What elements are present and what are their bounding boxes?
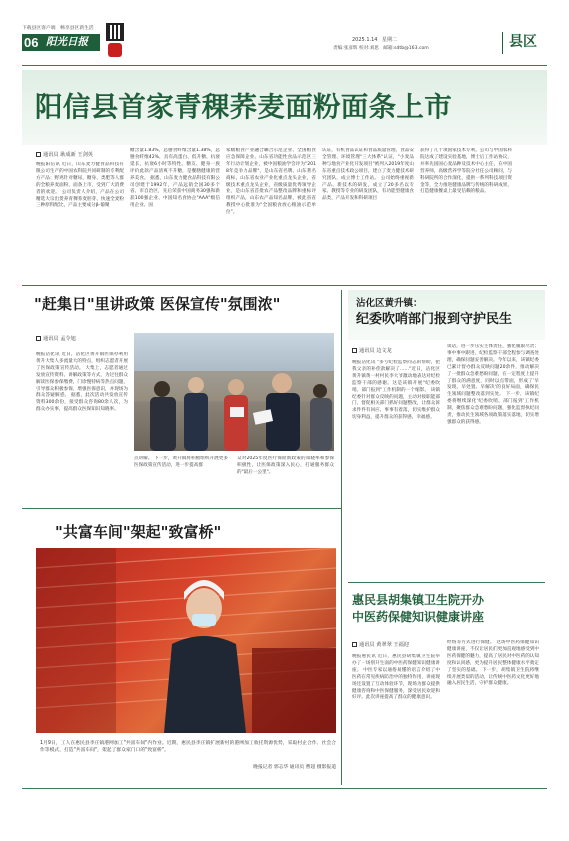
email: 邮箱:sdtb@163.com [383,46,429,51]
byline-text: 通讯员 黄翠翠 王福迎 [359,642,409,648]
article2-photo [134,333,334,451]
slogan-line-2: 畅享县区新生活 [60,26,94,31]
article5-headline-1: 惠民县胡集镇卫生院开办 [352,593,485,607]
section-name: 县区 [509,34,537,50]
article1-col2: 糖含量1.83%，总膳食纤维含量1.38%，总膳食纤维42%，具有高蛋白、低升糖、抗衰延长，抗衰6小时等特性。糖友、健身一族评价此款产品清爽不升糖，是餐膳健康的营养美食。 据悉，山东麦力健食品科技有限公司创建于1992年，产品远销全国30多个省、市自治区，先后荣获中国商务30强和新获100强企业、中国知名食协企"AAA"级信用企业、国 [130,148,220,209]
article2-col3: 众对2025年度医疗保险新政策的知晓率和参保积极性，让医保政策深入民心，打通服务群众的"最后一公里"。 [237,456,334,475]
article1-byline [36,151,93,158]
article5-col2: 经络等方式进行保健。 这场中医药保健知识健康讲座，不仅让居民们更加直观地感受到中医药保健的魅力，提高了居民对中医药的认知度和认同感，更为提升居民整体健康水平奠定了坚实的基础。 下一步，胡集镇卫生院将继续开展类似的活动，让传统中医药文化更好地融入居民生活，守护群众健康。 [447,640,539,687]
worker [164,580,246,733]
article3-bottom-rule [348,582,545,583]
slogan-line-1: 下载县区客户端 [22,26,56,31]
article5-headline-2: 中医药保健知识健康讲座 [352,610,485,624]
article4-photo [36,548,336,733]
article2-col1: 晚报沾化讯 近日，沾化区黄升镇医保办利用黄升大集人多流量大的特点，组织志愿者开展了医保政策宣传活动。 大集上，志愿者通过发放宣传资料、讲解政策等方式，为过往群众解读医保参保缴费、门诊慢特病等热点问题，引导群众积极参保，增强医保意识，并现场为群众答疑解惑。 据悉，此次活动共发放宣传资料300余份，接受群众咨询80余人次，为群众办实事，提高群众医保知识知晓率。 [36,352,128,413]
byline-marker-icon [36,152,41,157]
article4-headline: "共富车间"架起"致富桥" [55,523,222,541]
paper-name: 阳光日报 [46,36,88,48]
byline-text: 通讯员 耿成新 王剑英 [43,152,93,158]
photo-scene [134,333,334,451]
article3-kicker: 沾化区黄升镇： [356,298,423,309]
app-logo-icon [108,43,122,57]
byline-text: 通讯员 边文龙 [359,348,392,354]
article1-col4: 认证，有机食品认证和食品质量管理、食品安全管理、环境管理"三大体系"认证，"小麦品种与地食产业化开发项目"被列入2019年度山东省重点技术政公项目，建立了麦力健技术研究团队，成立博士工作站。 公司始终重视新产品、新技术的研发，成立了20多名以专家、教授等专业的研发团队，有功能型健康食品类，产品开发和科研项目 [322,148,414,202]
article5-byline [352,641,409,648]
slogan [22,24,94,31]
article1-col5: 获得了几十项国家技术专利。公司与中国农科院达成了建设实验基地，博士后工作站协议，并率先国国心麦品种及技术中心主任，在中国营养师，高级营养学等院分社任公司顾问，与科研院所的合作深化，提供一系列科技项目资金等，全力推进健康品牌与传统的科研成果，打造健康餐桌上最受信赖的粮品。 [420,148,512,195]
page-number: 06 [24,35,39,50]
byline-marker-icon [352,348,357,353]
qr-code-icon [106,23,124,41]
article1-col3: 家级粮食产业融合聯合示范企业、全国粮食应急保障企业、山东省功能性食品示范区三年行动计划企业，被中国粮油学会评为"2018年竞争力品牌"，是山东省名牌，山东著名商标，山东省农业产业化重点龙头企业，省级技术重点龙头企业，省级质量优秀领导企业，是山东省首批农产品整改品牌和重标评组织产品，山东农产品知名品牌，被此省省教授中心批准为"全国粮食放心粮油示范单位"。 [226,148,316,216]
editor-info [333,45,429,51]
masthead-rule [22,65,547,66]
byline-text: 通讯员 孟令旭 [43,336,76,342]
section-divider [502,32,503,54]
byline-marker-icon [352,642,357,647]
article3-col2: 谈话，进一步压实主体责任，强化履职尽责；事中事中跟进，纪检监察干部全程参与调查处理，确保问题妥善解决。今年以来，该镇纪委已累计督办群众反映问题20余件，推动解决了一批群众急难愁盼问题，在一定程度上提升了群众的满意度，同时以点带面，形成了'早发现、早处置、早解决'的良好局面，确保民生领域问题整改落到实处。 下一步，该镇纪委将继续深化'纪委吹哨、部门报到'工作机制，聚焦群众急难愁盼问题，强化监督执纪问责，推动民生领域各项政策落实落地，切实增强群众的获得感。 [447,344,539,425]
masthead [22,20,547,62]
article3-byline [352,347,392,354]
page-bottom-rule [22,788,547,789]
article2-byline [36,335,76,342]
article2-bottom-rule [22,508,342,509]
article4-caption: 1月9日，工人在惠民县李庄镇港网加工"共富车间"内作业。近期，惠民县李庄镇扩展新村的港网加工收托资源优势，采取村企合作、社会合作等模式，打造"共富车间"，架起了群众家门口的"致富桥"。 [40,741,336,754]
article5-col1: 晚报惠民讯 近日，惠民县胡集镇卫生院举办了一场别开生面的中医药保健知识健康讲座。 中医专家以通俗易懂的语言介绍了中医药在常见疾病防治中的独特作用，讲座现场还设置了互动体验环节，现场为群众提供健康咨询和中医保健服务，深受居民欢迎和好评。此次讲座提高了群众的健康意识。 [352,654,440,701]
article2-col2: 点讲解。 下一步，黄升镇将积极组织开展更多医保政策宣传活动，进一步提高群 [134,456,228,468]
editors: 责编:张彦辉 校对:刘思 [333,46,379,51]
issue-weekday: 星期二 [382,37,398,43]
article1-bottom-rule [22,285,547,286]
article3-headline: 纪委吹哨部门报到守护民生 [356,312,513,327]
issue-date: 2025.1.14 [352,37,378,43]
article4-credit: 晚报记者 郭志华 通讯员 曹超 摄影报道 [253,765,336,770]
article3-col1: 晚报沾化讯 "多亏纪检监察同志的帮助，把我父亲的补偿款解决了……"近日，沾化区黄升镇黄一村村民李大爷激动地表达对纪检监察干部的感谢。这是该镇开展"纪委吹哨、部门报到"工作机制的一个缩影。 该镇纪委针对群众反映的问题，主动对接职能部门，督促相关部门抓好问题整改，让群众诉求件件有回应、事事有着落，切实维护群众切身利益，提升群众的获得感、幸福感。 [352,360,440,421]
article1-col1: 晚报阳信讯 近日，山东麦力健食品科技有限公司生产的中国农科院共同研制的专利配方产品：野鸡针对糖尿，糖身、类肥等人群的全粮养麦面粉、面条上市，受到广大消费者的欢迎。 公司负责人介绍，产品在公司精选大宗出货养青稞荞麦胚芽、快速全麦粉三种原料配比，产品主要成分β-葡聚 [36,162,124,209]
byline-marker-icon [36,336,41,341]
factory-scene [36,548,336,733]
article2-headline: "赶集日"里讲政策 医保宣传"氛围浓" [34,295,281,313]
column-divider [341,290,342,785]
article1-headline: 阳信县首家青稞荞麦面粉面条上市 [35,91,452,123]
issue-info [352,36,397,43]
